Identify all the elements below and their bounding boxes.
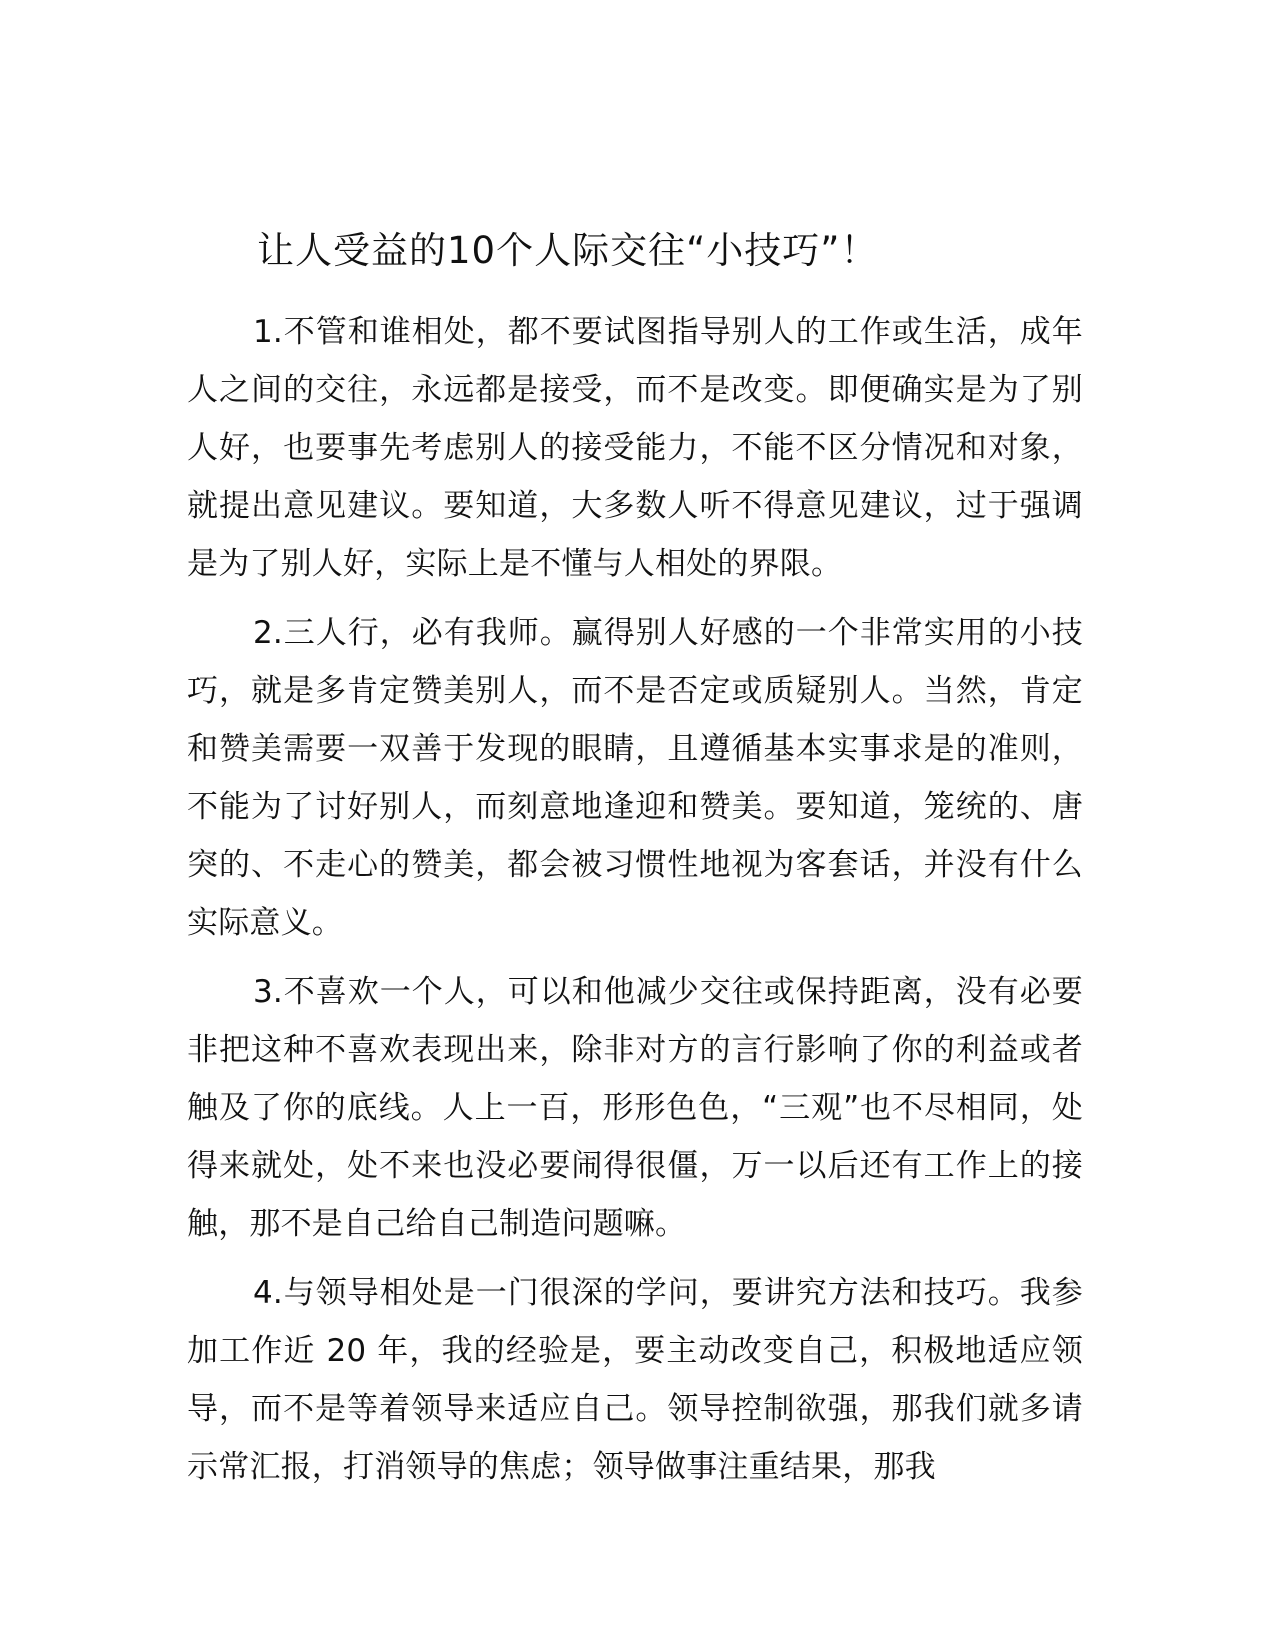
- paragraph-3: 3.不喜欢一个人，可以和他减少交往或保持距离，没有必要非把这种不喜欢表现出来，除非对方的言行影响了你的利益或者触及了你的底线。人上一百，形形色色，“三观”也不尽相同，处得来就处，处不来也没必要闹得很僵，万一以后还有工作上的接触，那不是自己给自己制造问题嘛。: [187, 974, 1083, 1242]
- document-page: [187, 225, 1083, 1507]
- paragraph-4: 4.与领导相处是一门很深的学问，要讲究方法和技巧。我参加工作近 20 年，我的经验是，要主动改变自己，积极地适应领导，而不是等着领导来适应自己。领导控制欲强，那我们就多请示常汇报，打消领导的焦虑；领导做事注重结果，那我: [187, 1275, 1083, 1485]
- paragraph-2: 2.三人行，必有我师。赢得别人好感的一个非常实用的小技巧，就是多肯定赞美别人，而不是否定或质疑别人。当然，肯定和赞美需要一双善于发现的眼睛，且遵循基本实事求是的准则，不能为了讨好别人，而刻意地逢迎和赞美。要知道，笼统的、唐突的、不走心的赞美，都会被习惯性地视为客套话，并没有什么实际意义。: [187, 615, 1083, 941]
- paragraph-1: 1.不管和谁相处，都不要试图指导别人的工作或生活，成年人之间的交往，永远都是接受，而不是改变。即便确实是为了别人好，也要事先考虑别人的接受能力，不能不区分情况和对象，就提出意见建议。要知道，大多数人听不得意见建议，过于强调是为了别人好，实际上是不懂与人相处的界限。: [187, 314, 1083, 582]
- document-title: 让人受益的10个人际交往“小技巧”！: [257, 229, 879, 272]
